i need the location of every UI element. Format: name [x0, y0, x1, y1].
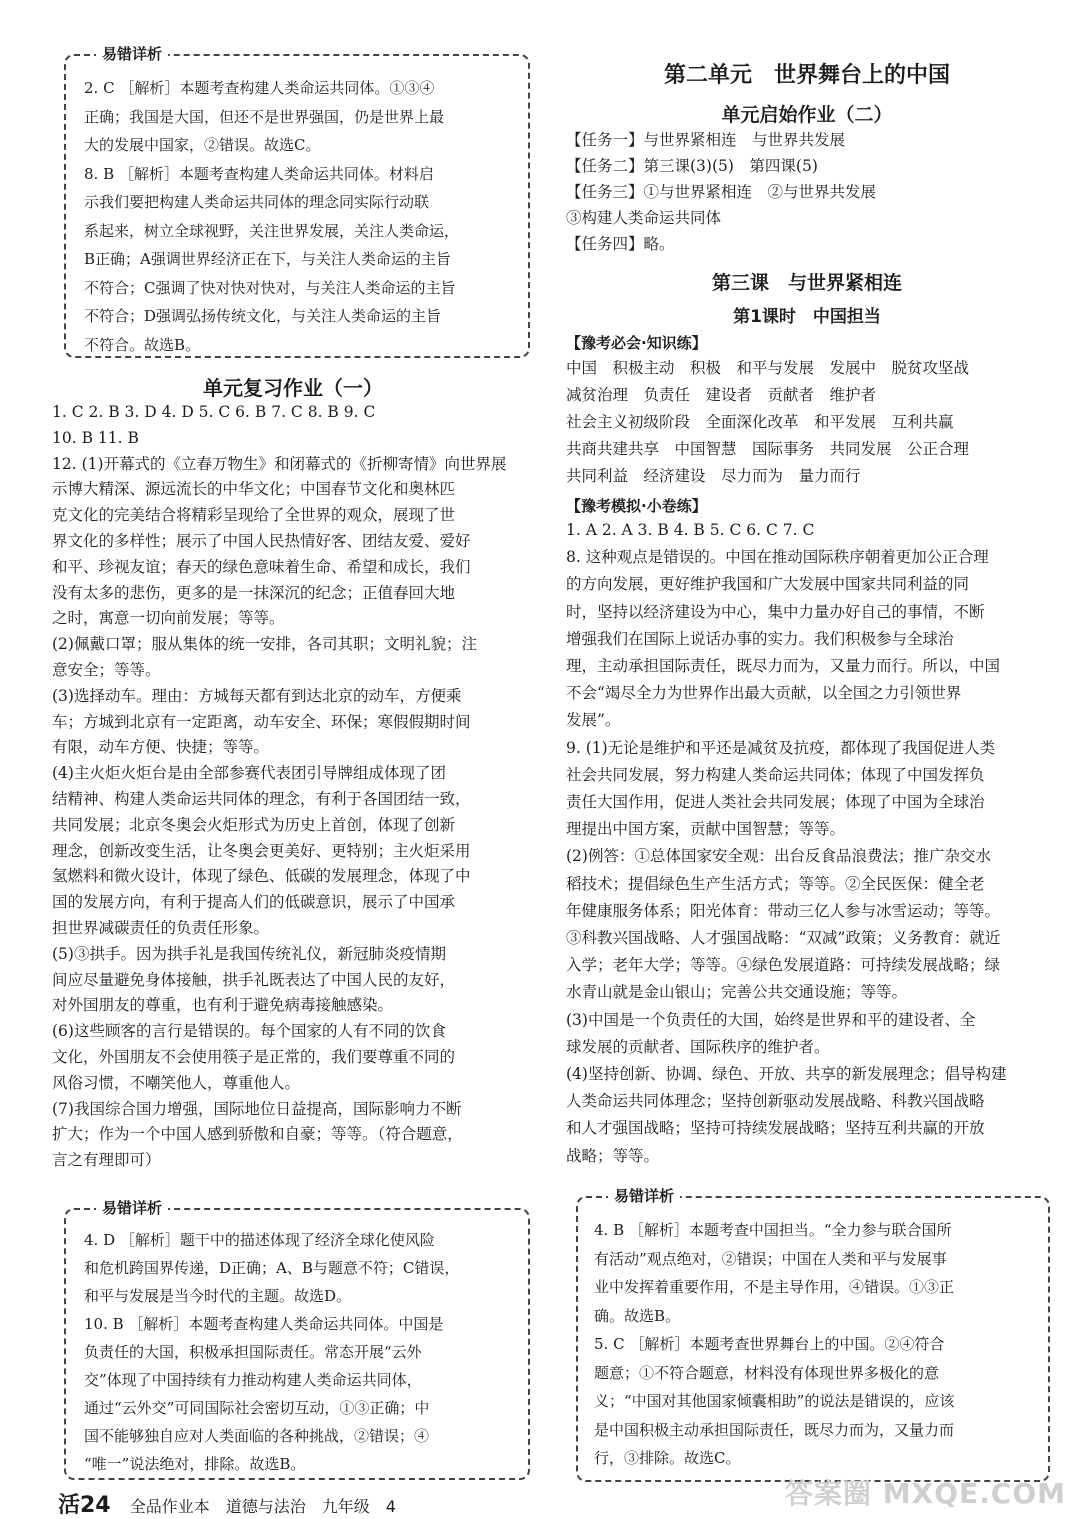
text-line: ③构建人类命运共同体 — [566, 209, 722, 227]
text-line: 和危机跨国界传递，D正确；A、B与题意不符；C错误， — [84, 1259, 460, 1277]
text-line: 国的发展方向，有利于提高人们的低碳意识，展示了中国承 — [52, 893, 456, 912]
text-line: 对外国朋友的尊重，也有利于避免病毒接触感染。 — [52, 996, 394, 1015]
knowledge-tag: 【豫考必会·知识练】 — [566, 334, 707, 352]
text-line: (6)这些顾客的言行是错误的。每个国家的人有不同的饮食 — [52, 1022, 446, 1041]
text-line: 球发展的贡献者、国际秩序的维护者。 — [566, 1037, 830, 1056]
text-line: 1. A 2. A 3. B 4. B 5. C 6. C 7. C — [566, 521, 815, 539]
text-line: 10. B 11. B — [52, 428, 139, 447]
text-line: (3)中国是一个负责任的大国，始终是世界和平的建设者、全 — [566, 1010, 976, 1029]
simulation-tag: 【豫考模拟·小卷练】 — [566, 497, 707, 515]
error-analysis-tag: 易错详析 — [608, 1185, 680, 1206]
unit-title: 第二单元 世界舞台上的中国 — [663, 63, 950, 88]
text-line: 确。故选B。 — [594, 1306, 681, 1325]
text-line: 共商共建共享 中国智慧 国际事务 共同发展 公正合理 — [566, 440, 970, 458]
text-line: 共同利益 经济建设 尽力而为 量力而行 — [566, 467, 861, 485]
text-line: 社会主义初级阶段 全面深化改革 和平发展 互利共赢 — [566, 413, 954, 431]
text-line: 8. B ［解析］本题考查构建人类命运共同体。材料启 — [84, 164, 434, 183]
watermark-logo: 答案圈 MXQE.COM — [785, 1477, 1066, 1510]
text-line: 系起来，树立全球视野，关注世界发展，关注人类命运， — [84, 221, 460, 240]
text-line: (4)坚持创新、协调、绿色、开放、共享的新发展理念；倡导构建 — [566, 1065, 1007, 1083]
text-line: 和平、珍视友谊；春天的绿色意味着生命、希望和成长，我们 — [52, 557, 471, 576]
text-line: 理念，创新改变生活，让冬奥会更美好、更特别；主火炬采用 — [52, 841, 471, 860]
text-line: 义；“中国对其他国家倾囊相助”的说法是错误的，应该 — [594, 1392, 955, 1410]
text-line: 【任务三】①与世界紧相连 ②与世界共发展 — [566, 183, 877, 201]
text-line: 风俗习惯，不嘲笑他人，尊重他人。 — [52, 1073, 301, 1092]
text-line: 负责任的大国，积极承担国际责任。常态开展“云外 — [84, 1343, 422, 1361]
text-line: 业中发挥着重要作用，不是主导作用，④错误。①③正 — [594, 1278, 955, 1296]
text-line: 不符合。故选B。 — [84, 335, 201, 354]
text-line: 通过“云外交”可同国际社会密切互动，①③正确；中 — [84, 1399, 430, 1417]
text-line: 界文化的多样性；展示了中国人民热情好客、团结友爱、爱好 — [52, 532, 471, 550]
text-line: 5. C ［解析］本题考查世界舞台上的中国。②④符合 — [594, 1335, 945, 1353]
text-line: ③科教兴国战略、人才强国战略：“双减”政策；义务教育：就近 — [566, 929, 1001, 947]
text-line: 示我们要把构建人类命运共同体的理念同实际行动联 — [84, 193, 430, 211]
text-line: 人类命运共同体理念；坚持创新驱动发展战略、科教兴国战略 — [566, 1092, 985, 1111]
text-line: (3)选择动车。理由：方城每天都有到达北京的动车，方便乘 — [52, 686, 462, 705]
error-analysis-tag: 易错详析 — [96, 43, 168, 64]
text-line: 1. C 2. B 3. D 4. D 5. C 6. B 7. C 8. B 9. C — [52, 403, 376, 421]
text-line: 【任务一】与世界紧相连 与世界共发展 — [566, 131, 846, 149]
text-line: 担世界减碳责任的负责任形象。 — [52, 919, 270, 937]
text-line: 意安全；等等。 — [52, 661, 161, 679]
text-line: 国不能够独自应对人类面临的各种挑战，②错误；④ — [84, 1427, 430, 1445]
text-line: 示博大精深、源远流长的中华文化；中国春节文化和奥林匹 — [52, 480, 456, 499]
text-line: 时，坚持以经济建设为中心，集中力量办好自己的事情，不断 — [566, 602, 985, 621]
period-title: 第1课时 中国担当 — [733, 307, 881, 327]
text-line: (4)主火炬火炬台是由全部参赛代表团引导牌组成体现了团 — [52, 764, 446, 783]
error-analysis-box-3 — [576, 1187, 1050, 1482]
text-line: 文化，外国朋友不会使用筷子是正常的，我们要尊重不同的 — [52, 1048, 456, 1066]
error-analysis-box-1 — [64, 45, 530, 358]
text-line: 结精神、构建人类命运共同体的理念，有利于各国团结一致， — [52, 790, 471, 808]
start-title: 单元启始作业（二） — [721, 104, 893, 126]
text-line: 水青山就是金山银山；完善公共交通设施；等等。 — [566, 983, 908, 1002]
text-line: 稻技术；提倡绿色生产生活方式；等等。②全民医保：健全老 — [566, 874, 985, 893]
text-line: 大的发展中国家，②错误。故选C。 — [84, 136, 321, 154]
text-line: (2)佩戴口罩；服从集体的统一安排，各司其职；文明礼貌；注 — [52, 635, 477, 654]
text-line: 9. (1)无论是维护和平还是减贫及抗疫，都体现了我国促进人类 — [566, 738, 996, 757]
text-line: 和平与发展是当今时代的主题。故选D。 — [84, 1287, 352, 1305]
text-line: 和人才强国战略；坚持可持续发展战略；坚持互利共赢的开放 — [566, 1119, 985, 1138]
text-line: 间应尽量避免身体接触，拱手礼既表达了中国人民的友好， — [52, 970, 456, 989]
text-line: 入学；老年大学；等等。④绿色发展道路：可持续发展战略；绿 — [566, 956, 1001, 975]
text-line: 战略；等等。 — [566, 1146, 660, 1165]
text-line: (5)③拱手。因为拱手礼是我国传统礼仪，新冠肺炎疫情期 — [52, 944, 446, 963]
text-line: 10. B ［解析］本题考查构建人类命运共同体。中国是 — [84, 1315, 444, 1333]
text-line: 不会“竭尽全力为世界作出最大贡献，以全国之力引领世界 — [566, 684, 962, 703]
text-line: 克文化的完美结合将精彩呈现给了全世界的观众，展现了世 — [52, 506, 456, 525]
text-line: 不符合；C强调了快对快对快对，与关注人类命运的主旨 — [84, 278, 456, 297]
text-line: 中国 积极主动 积极 和平与发展 发展中 脱贫攻坚战 — [566, 359, 970, 377]
text-line: 不符合；D强调弘扬传统文化，与关注人类命运的主旨 — [84, 307, 442, 325]
text-line: 8. 这种观点是错误的。中国在推动国际秩序朝着更加公正合理 — [566, 548, 989, 567]
text-line: 正确；我国是大国，但还不是世界强国，仍是世界上最 — [84, 107, 445, 126]
lesson-title: 第三课 与世界紧相连 — [711, 272, 902, 294]
text-line: 发展”。 — [566, 711, 621, 730]
text-line: 12. (1)开幕式的《立春万物生》和闭幕式的《折柳寄情》向世界展 — [52, 454, 507, 473]
text-line: 是中国积极主动承担国际责任，既尽力而为，又量力而 — [594, 1420, 955, 1439]
text-line: 扩大；作为一个中国人感到骄傲和自豪；等等。（符合题意， — [52, 1125, 463, 1144]
text-line: 责任大国作用，促进人类社会共同发展；体现了中国为全球治 — [566, 793, 985, 811]
text-line: 增强我们在国际上说话办事的实力。我们积极参与全球治 — [566, 629, 954, 648]
text-line: 【任务四】略。 — [566, 235, 675, 253]
text-line: 减贫治理 负责任 建设者 贡献者 维护者 — [566, 386, 877, 404]
text-line: 车；方城到北京有一定距离，动车安全、环保；寒假假期时间 — [52, 712, 471, 731]
error-analysis-tag: 易错详析 — [96, 1197, 168, 1218]
text-line: 社会共同发展，努力构建人类命运共同体；体现了中国发挥负 — [566, 765, 985, 784]
text-line: 行，③排除。故选C。 — [594, 1449, 741, 1467]
text-line: 有限，动车方便、快捷；等等。 — [52, 738, 270, 757]
text-line: 题意；①不符合题意，材料没有体现世界多极化的意 — [594, 1363, 940, 1382]
book-title: 全品作业本 道德与法治 九年级 4 — [129, 1497, 396, 1516]
text-line: 没有太多的悲伤，更多的是一抹深沉的纪念；正值春回大地 — [52, 583, 456, 602]
page-footer — [58, 1488, 396, 1519]
text-line: (2)例答：①总体国家安全观：出台反食品浪费法；推广杂交水 — [566, 847, 991, 866]
text-line: 有活动”观点绝对，②错误；中国在人类和平与发展事 — [594, 1249, 947, 1268]
text-line: 【任务二】第三课(3)(5) 第四课(5) — [566, 157, 818, 175]
text-line: 4. B ［解析］本题考查中国担当。“全力参与联合国所 — [594, 1221, 952, 1239]
error-analysis-box-2 — [64, 1199, 530, 1480]
text-line: 理提出中国方案，贡献中国智慧；等等。 — [566, 820, 846, 839]
text-line: 2. C ［解析］本题考查构建人类命运共同体。①③④ — [84, 79, 435, 97]
text-line: 氢燃料和微火设计，体现了绿色、低碳的发展理念，体现了中 — [52, 867, 471, 886]
text-line: 年健康服务体系；阳光体育：带动三亿人参与冰雪运动；等等。 — [566, 901, 1001, 920]
page-number: 活24 — [58, 1493, 111, 1518]
text-line: B正确；A强调世界经济正在下，与关注人类命运的主旨 — [84, 250, 451, 268]
text-line: 交”体现了中国持续有力推动构建人类命运共同体， — [84, 1371, 422, 1389]
text-line: 理，主动承担国际责任，既尽力而为，又量力而行。所以，中国 — [566, 657, 1001, 675]
text-line: 4. D ［解析］题干中的描述体现了经济全球化使风险 — [84, 1231, 435, 1249]
text-line: 言之有理即可） — [52, 1151, 161, 1170]
text-line: 的方向发展，更好维护我国和广大发展中国家共同利益的同 — [566, 575, 970, 594]
text-line: “唯一”说法绝对，排除。故选B。 — [84, 1455, 306, 1473]
text-line: 之时，寓意一切向前发展；等等。 — [52, 609, 285, 628]
text-line: 共同发展；北京冬奥会火炬形式为历史上首创，体现了创新 — [52, 815, 456, 834]
text-line: (7)我国综合国力增强，国际地位日益提高，国际影响力不断 — [52, 1099, 462, 1118]
section-title: 单元复习作业（一） — [203, 376, 383, 400]
